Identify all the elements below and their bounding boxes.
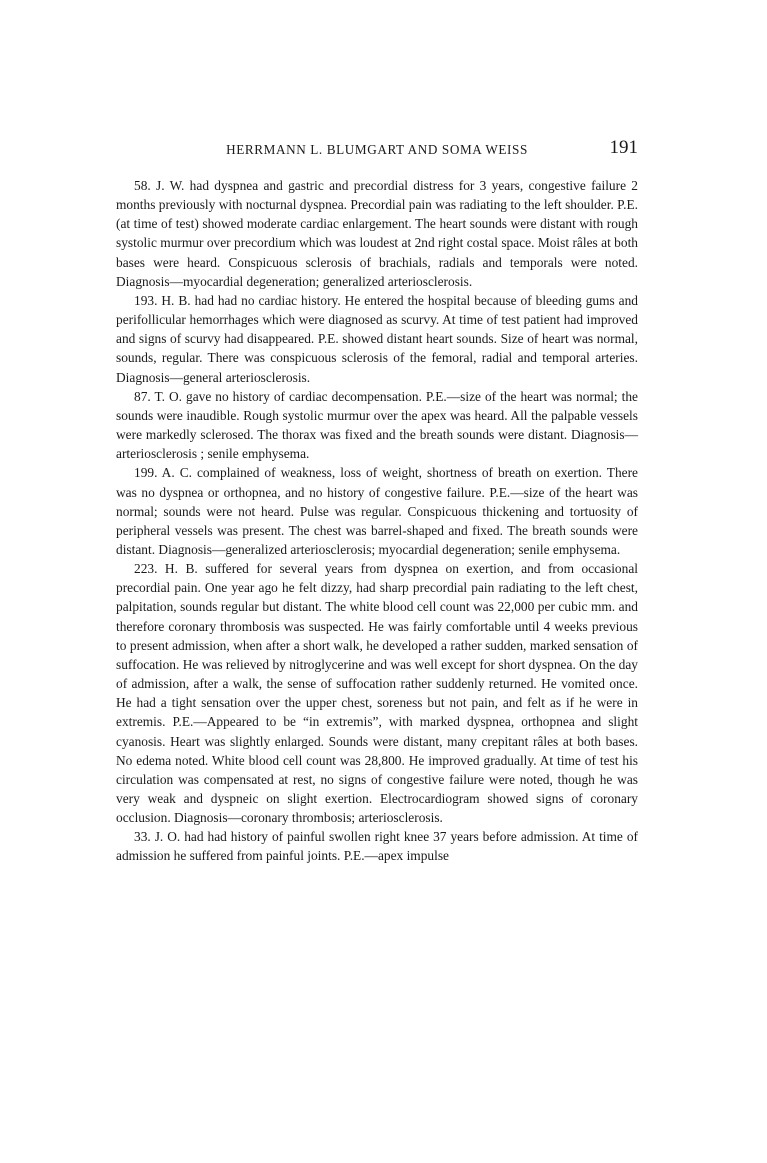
running-head: HERRMANN L. BLUMGART AND SOMA WEISS: [226, 142, 528, 157]
body-text: [116, 176, 638, 866]
case-paragraph-87: 87. T. O. gave no history of cardiac decompensation. P.E.—size of the heart was normal; the sounds were inaudible. Rough systolic murmur over the apex was heard. All the palpable vessels were markedly sclerosed. The thorax was fixed and the breath sounds were distant. Diagnosis—arteriosclerosis ; senile emphysema.: [116, 388, 638, 462]
case-paragraph-33: 33. J. O. had had history of painful swollen right knee 37 years before admission. At time of admission he suffered from painful joints. P.E.—apex impulse: [116, 829, 638, 864]
case-paragraph-58: 58. J. W. had dyspnea and gastric and precordial distress for 3 years, congestive failure 2 months previously with nocturnal dyspnea. Precordial pain was radiating to the left shoulder. P.E. (at time of test) showed moderate cardiac enlargement. The heart sounds were distant with rough systolic murmur over precordium which was loudest at 2nd right costal space. Moist râles at both bases were heard. Conspicuous sclerosis of brachials, radials and temporals were noted. Diagnosis—myocardial degeneration; generalized arteriosclerosis.: [116, 178, 638, 289]
case-paragraph-223: 223. H. B. suffered for several years from dyspnea on exertion, and from occasional precordial pain. One year ago he felt dizzy, had sharp precordial pain radiating to the left chest, palpitation, sounds regular but distant. The white blood cell count was 22,000 per cubic mm. and therefore coronary thrombosis was suspected. He was fairly comfortable until 4 weeks previous to present admission, when after a short walk, he developed a rather sudden, marked sensation of suffocation. He was relieved by nitroglycerine and was well except for short dyspnea. On the day of admission, after a walk, the sense of suffocation rather suddenly returned. He vomited once. He had a tight sensation over the upper chest, soreness but not pain, and felt as if he were in extremis. P.E.—Appeared to be “in extremis”, with marked dyspnea, orthopnea and slight cyanosis. Heart was slightly enlarged. Sounds were distant, many crepitant râles at both bases. No edema noted. White blood cell count was 28,800. He improved gradually. At time of test his circulation was compensated at rest, no signs of congestive failure were noted, though he was very weak and dyspneic on slight exertion. Electrocardiogram showed signs of coronary occlusion. Diagnosis—coronary thrombosis; arteriosclerosis.: [116, 561, 638, 826]
page-number: 191: [609, 137, 638, 158]
page-header: [116, 138, 638, 164]
case-paragraph-199: 199. A. C. complained of weakness, loss of weight, shortness of breath on exertion. There was no dyspnea or orthopnea, and no history of congestive failure. P.E.—size of the heart was normal; sounds were not heard. Pulse was regular. Conspicuous thickening and tortuosity of peripheral vessels was present. The chest was barrel-shaped and fixed. The breath sounds were distant. Diagnosis—generalized arteriosclerosis; myocardial degeneration; senile emphysema.: [116, 465, 638, 557]
case-paragraph-193: 193. H. B. had had no cardiac history. He entered the hospital because of bleeding gums and perifollicular hemorrhages which were diagnosed as scurvy. At time of test patient had improved and signs of scurvy had disappeared. P.E. showed distant heart sounds. Size of heart was normal, sounds, regular. There was conspicuous sclerosis of the femoral, radial and temporal arteries. Diagnosis—general arteriosclerosis.: [116, 292, 638, 385]
